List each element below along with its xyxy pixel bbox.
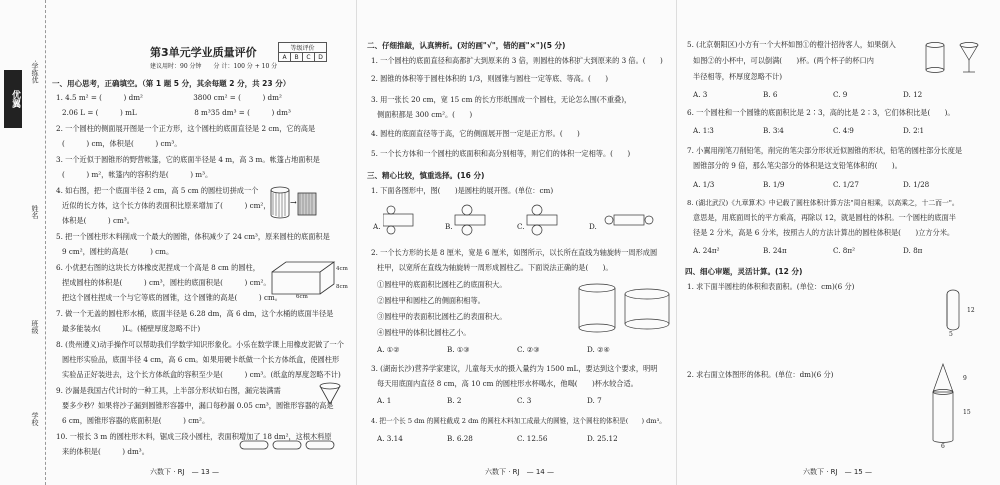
cone-cylinder-figure (925, 362, 965, 450)
choice-8-opt-a: A. 24π² (693, 246, 720, 255)
cut-log-figure (238, 438, 338, 452)
grade-box-header: 等级评价 (279, 43, 327, 53)
choice-4-opt-d: D. 25.12 (587, 434, 618, 443)
cups-figure (923, 40, 993, 80)
cylinder-cut-figure (268, 185, 318, 223)
q2-line2: ( ) cm，体积是( ) cm³。 (62, 139, 182, 148)
rotation-cylinders-figure (575, 280, 673, 338)
q5-line2: 9 cm²，圆柱的高是( ) cm。 (62, 247, 174, 256)
q10-line2: 来的体积是( ) dm³。 (62, 447, 149, 456)
choice-7-line1: 7. 小翼用削笔刀削铅笔，削完的笔尖部分形状近似圆锥的形状，铅笔的圆柱部分长度是 (687, 146, 963, 155)
q3-line1: 3. 一个近似于圆锥形的野营帐篷，它的底面半径是 4 m，高 3 m。帐篷占地面积是 (56, 155, 320, 164)
choice-2-line2: 柱甲，以宽所在直线为轴旋转一周形成圆柱乙。下面说法正确的是( )。 (377, 263, 613, 272)
choice-6-opt-b: B. 3∶4 (763, 126, 784, 135)
q5-line1: 5. 把一个圆柱形木料削成一个最大的圆锥，体积减少了 24 cm³，原来圆柱的底面积是 (56, 232, 330, 241)
q7-line2: 最多能装水( )L。(桶壁厚度忽略不计) (62, 324, 201, 333)
section-2-heading: 二、仔细推敲，认真辨析。(对的画"√"，错的画"×")(5 分) (367, 41, 566, 50)
q4-line3: 体积是( ) cm³。 (62, 216, 134, 225)
footer-13: 六数下 · RJ — 13 — (150, 468, 219, 476)
judge-3-line2: 侧面积都是 300 cm²。( ) (377, 110, 473, 119)
page-14 (356, 0, 676, 485)
name-label: 姓名 (31, 205, 39, 219)
page-13 (0, 0, 356, 485)
choice-8-opt-b: B. 24π (763, 246, 787, 255)
choice-1-opt-b: B. (445, 222, 453, 231)
choice-5-line3: 半径相等，杯厚度忽略不计) (693, 72, 783, 81)
choice-2-opt-c: C. ②③ (517, 345, 540, 354)
choice-1-opt-a: A. (373, 222, 381, 231)
choice-7-opt-a: A. 1/3 (693, 180, 715, 189)
choice-4-opt-c: C. 12.56 (517, 434, 548, 443)
choice-3-opt-b: B. 2 (447, 396, 462, 405)
brand-sub-label: ·学练优 (31, 60, 39, 84)
binding-strip (0, 0, 46, 485)
q6-line3: 把这个圆柱捏成一个与它等底的圆锥，这个圆锥的高是( ) cm。 (62, 293, 282, 302)
class-label: 班级 (31, 320, 39, 334)
calc-2: 2. 求右面立体图形的体积。(单位：dm)(6 分) (687, 370, 834, 379)
choice-6-opt-a: A. 1∶3 (693, 126, 714, 135)
q8-line2: 圆柱形实验品，底面半径 4 cm，高 6 cm。如果用硬卡纸做一个长方体纸盒，使圆柱形 (62, 355, 340, 364)
choice-3-opt-d: D. 7 (587, 396, 602, 405)
choice-3-opt-a: A. 1 (377, 396, 392, 405)
choice-5-line1: 5. (北京朝阳区)小方有一个大杯如图①的橙汁招待客人，如果倒入 (687, 40, 896, 49)
choice-8-opt-c: C. 8π² (833, 246, 855, 255)
choice-7-line2: 圆锥部分的 9 倍，那么笔尖部分的体积是这支铅笔体积的( )。 (693, 161, 902, 170)
choice-2-stmt-4: ④圆柱甲的体积比圆柱乙小。 (377, 328, 471, 337)
choice-8-opt-d: D. 8π (903, 246, 923, 255)
cuboid-width-label: 4cm (336, 266, 348, 272)
page-title: 第3单元学业质量评价 (150, 46, 257, 59)
grade-b: B (291, 53, 303, 62)
choice-2-opt-d: D. ②④ (587, 345, 610, 354)
choice-1-opt-d: D. (589, 222, 597, 231)
half-cylinder-height-label: 12 (967, 307, 975, 314)
choice-2-stmt-2: ②圆柱甲和圆柱乙的侧面积相等。 (377, 296, 485, 305)
choice-3-opt-c: C. 3 (517, 396, 532, 405)
choice-4-opt-b: B. 6.28 (447, 434, 473, 443)
section-3-heading: 三、精心比较，慎重选择。(16 分) (367, 171, 485, 180)
footer-15: 六数下 · RJ — 15 — (803, 468, 872, 476)
q1-line1: 1. 4.5 m² = ( ) dm² 3800 cm² = ( ) dm² (56, 93, 282, 102)
q7-line1: 7. 做一个无盖的圆柱形水桶，底面半径是 6.28 dm，高 6 dm，这个水桶的底面半径是 (56, 309, 334, 318)
q9-line2: 要多少秒？如果将沙子漏到圆锥形容器中，漏口每秒漏 0.05 cm³，圆锥形容器的高是 (62, 401, 334, 410)
choice-3-line1: 3. (湖南长沙)营养学家建议，儿童每天水的摄入量约为 1500 mL，要达到这个要求，明明 (371, 364, 658, 373)
grade-a: A (279, 53, 291, 62)
choice-4-opt-a: A. 3.14 (377, 434, 403, 443)
brand-logo: 优翼 (4, 70, 22, 128)
page-15 (676, 0, 1000, 485)
q6-line2: 捏成圆柱的体积是( ) cm³，圆柱的底面积是( ) cm²。 (62, 278, 271, 287)
choice-6-opt-c: C. 4∶9 (833, 126, 854, 135)
choice-1: 1. 下面各图形中，图( )是圆柱的展开图。(单位：cm) (371, 186, 554, 195)
judge-3-line1: 3. 用一张长 20 cm，宽 15 cm 的长方形纸围成一个圆柱，无论怎么围(不重叠)， (371, 95, 632, 104)
section-4-heading: 四、细心审题，灵活计算。(12 分) (685, 267, 803, 276)
choice-3-line2: 每天用底面内直径 8 cm，高 10 cm 的圆柱形水杯喝水，他喝( )杯水较合适。 (377, 379, 638, 388)
meta-info: 建议用时：90 分钟 分 计：100 分 + 10 分 (150, 63, 278, 70)
choice-8-line1: 8. (湖北武汉)《九章算术》中记载了圆柱体积计算方法"周自相乘，以高乘之，十二而一"。 (687, 199, 959, 207)
judge-2: 2. 圆锥的体积等于圆柱体积的 1/3，则圆锥与圆柱一定等底、等高。( ) (371, 74, 609, 83)
grade-box (278, 42, 327, 62)
choice-2-stmt-3: ③圆柱甲的表面积比圆柱乙的表面积大。 (377, 312, 507, 321)
choice-4: 4. 把一个长 5 dm 的圆柱截成 2 dm 的圆柱木料加工成最大的圆锥，这个圆柱的体积是( ) dm³。 (371, 417, 666, 425)
q2-line1: 2. 一个圆柱的侧面展开图是一个正方形，这个圆柱的底面直径是 2 cm，它的高是 (56, 124, 316, 133)
choice-6-opt-d: D. 2∶1 (903, 126, 925, 135)
choice-5-opt-a: A. 3 (693, 90, 708, 99)
choice-5-opt-b: B. 6 (763, 90, 778, 99)
choice-6: 6. 一个圆柱和一个圆锥的底面积比是 2∶3，高的比是 2∶3，它们体积比是( )。 (687, 108, 955, 117)
choice-7-opt-b: B. 1/9 (763, 180, 785, 189)
choice-5-opt-c: C. 9 (833, 90, 848, 99)
q8-line3: 实验品正好装进去，这个长方体纸盒的容积至少是( ) cm³。(纸盒的厚度忽略不计) (62, 370, 341, 379)
grade-c: C (303, 53, 315, 62)
choice-8-line2: 意思是，用底面周长的平方乘高，再除以 12，就是圆柱的体积。一个圆柱的底面半 (693, 213, 956, 222)
q4-line2: 近似的长方体，这个长方体的表面积比原来增加了( ) cm²， (62, 201, 271, 210)
svg-text:→: → (290, 198, 297, 207)
choice-8-line3: 径是 2 分米，高是 6 分米，按照古人的方法计算出的圆柱体积是( )立方分米。 (693, 228, 955, 237)
cylinder-diameter-label: 6 (941, 443, 945, 450)
cylinder-height-label: 15 (963, 409, 971, 416)
choice-2-opt-a: A. ①② (377, 345, 400, 354)
judge-4: 4. 圆柱的底面直径等于高，它的侧面展开图一定是正方形。( ) (371, 129, 580, 138)
q8-line1: 8. (贵州遵义)动手操作可以帮助我们学数学知识形象化。小乐在数学课上用橡皮泥做了一个 (56, 340, 344, 349)
q3-line2: ( ) m²，帐篷内的容积约是( ) m³。 (62, 170, 213, 179)
choice-2-opt-b: B. ①③ (447, 345, 470, 354)
q4-line1: 4. 如右图，把一个底面半径 2 cm，高 5 cm 的圆柱切拼成一个 (56, 186, 259, 195)
judge-1: 1. 一个圆柱的底面直径和高都扩大到原来的 3 倍，则圆柱的体积扩大到原来的 3 倍。( ) (371, 56, 663, 65)
school-label: 学校 (31, 412, 39, 426)
grade-d: D (315, 53, 327, 62)
choice-5-opt-d: D. 12 (903, 90, 923, 99)
calc-1: 1. 求下面半圆柱的体积和表面积。(单位：cm)(6 分) (687, 282, 855, 291)
sandglass-figure (318, 382, 346, 408)
choice-7-opt-c: C. 1/27 (833, 180, 859, 189)
choice-1-opt-c: C. (517, 222, 525, 231)
q1-line2: 2.06 L = ( ) mL 8 m³35 dm³ = ( ) dm³ (62, 108, 291, 117)
q10-line1: 10. 一根长 3 m 的圆柱形木料，锯成三段小圆柱，表面积增加了 18 dm²，这根木料原 (56, 432, 332, 441)
half-cylinder-diameter-label: 5 (949, 331, 953, 338)
q9-line3: 6 cm，圆锥形容器的底面积是( ) cm²。 (62, 416, 210, 425)
net-figures (383, 204, 673, 238)
cone-height-label: 9 (963, 375, 967, 382)
section-1-heading: 一、用心思考，正确填空。（第 1 题 5 分，其余每题 2 分，共 23 分） (52, 79, 291, 88)
q9-line1: 9. 沙漏是我国古代计时的一种工具，上半部分形状如右图，漏完装满需 (56, 386, 281, 395)
cuboid-length-label: 6cm (296, 294, 308, 300)
choice-5-line2: 如图②的小杯中，可以倒满( )杯。(两个杯子的杯口内 (693, 56, 874, 65)
q6-line1: 6. 小优把右图的这块长方体橡皮泥捏成一个高是 8 cm 的圆柱， (56, 263, 260, 272)
choice-2-line1: 2. 一个长方形的长是 8 厘米，宽是 6 厘米，如图所示，以长所在直线为轴旋转一周形成圆 (371, 248, 658, 257)
cuboid-height-label: 8cm (336, 284, 348, 290)
choice-2-stmt-1: ①圆柱甲的底面积比圆柱乙的底面积大。 (377, 280, 507, 289)
footer-14: 六数下 · RJ — 14 — (485, 468, 554, 476)
judge-5: 5. 一个长方体和一个圆柱的底面积和高分别相等，则它们的体积一定相等。( ) (371, 149, 631, 158)
choice-7-opt-d: D. 1/28 (903, 180, 930, 189)
